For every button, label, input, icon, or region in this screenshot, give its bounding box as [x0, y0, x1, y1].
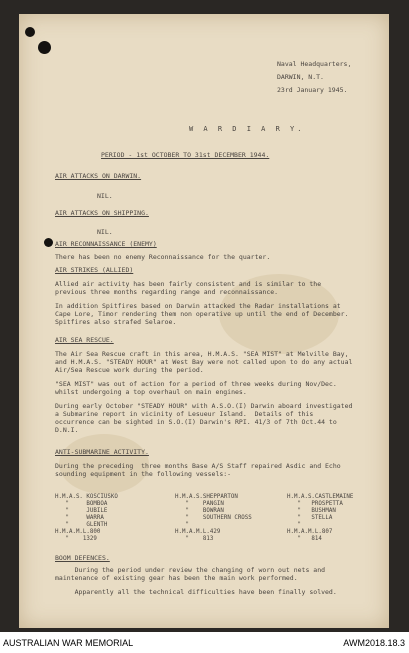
punch-hole [25, 27, 35, 37]
document-page [19, 14, 389, 628]
address-line: Naval Headquarters, [277, 60, 352, 68]
air-sea-rescue-paragraph: The Air Sea Rescue craft in this area, H.M.A.S. "SEA MIST" at Melville Bay, and H.M.A.S. "STEADY HOUR" at West Bay were not called upon to do any actual Air/Sea Rescue work during the period. [55, 350, 353, 374]
vessel-column: H.M.A.S.CASTLEMAINE " PROSPETTA " BUSHMAN " STELLA " H.M.A.M.L.807 " 814 [287, 494, 354, 542]
anti-submarine-paragraph: During the preceding three months Base A/S Staff repaired Asdic and Echo sounding equipment in the following vessels:- [55, 462, 341, 478]
period-line: PERIOD - 1st OCTOBER TO 31st DECEMBER 1944. [101, 151, 270, 159]
footer-source: AUSTRALIAN WAR MEMORIAL [3, 638, 134, 648]
air-attacks-darwin-body: NIL. [97, 192, 113, 200]
heading-air-strikes: AIR STRIKES (ALLIED) [55, 266, 134, 274]
heading-air-attacks-shipping: AIR ATTACKS ON SHIPPING. [55, 209, 149, 217]
address-block [277, 58, 385, 97]
heading-air-sea-rescue: AIR SEA RESCUE. [55, 336, 114, 344]
air-attacks-shipping-body: NIL. [97, 228, 113, 236]
air-strikes-paragraph: Allied air activity has been fairly consistent and is similar to the previous three months regarding range and reconnaissance. [55, 280, 322, 296]
footer-strip [0, 632, 409, 653]
air-strikes-paragraph: In addition Spitfires based on Darwin attacked the Radar installations at Cape Lore, Timor rendering them non operative up until the end of December. Spitfires also strafed Selaroe. [55, 302, 349, 326]
air-reconnaissance-body: There has been no enemy Reconnaissance for the quarter. [55, 253, 271, 261]
heading-boom-defences: BOOM DEFENCES. [55, 554, 110, 562]
boom-defences-paragraph: Apparently all the technical difficulties have been finally solved. [55, 588, 337, 596]
heading-anti-submarine: ANTI-SUBMARINE ACTIVITY. [55, 448, 149, 456]
document-title: W A R D I A R Y. [189, 125, 305, 133]
vessel-column: H.M.A.S.SHEPPARTON " PANGIN " BOWRAN " SOUTHERN CROSS " H.M.A.M.L.429 " 813 [175, 494, 252, 542]
address-line: 23rd January 1945. [277, 86, 348, 94]
punch-hole [44, 238, 53, 247]
punch-hole [38, 41, 51, 54]
footer-accession-number: AWM2018.18.3 [343, 638, 405, 648]
boom-defences-paragraph: During the period under review the changing of worn out nets and maintenance of existing gear has been the main work performed. [55, 566, 326, 582]
air-sea-rescue-paragraph: "SEA MIST" was out of action for a period of three weeks during Nov/Dec. whilst undergoing a top overhaul on main engines. [55, 380, 337, 396]
address-line: DARWIN, N.T. [277, 73, 324, 81]
vessel-column: H.M.A.S. KOSCIUSKO " BOMBOA " JUBILE " WARRA " GLENTH H.M.A.M.L.800 " 1329 [55, 494, 118, 542]
heading-air-reconnaissance: AIR RECONNAISSANCE (ENEMY) [55, 240, 157, 248]
air-sea-rescue-paragraph: During early October "STEADY HOUR" with A.S.O.(I) Darwin aboard investigated a Submarine report in vicinity of Lesueur Island. Details of this occurrence can be sighted in S.O.(I) Darwin's RPI. 41/3 of 7th Oct.44 to D.N.I. [55, 402, 353, 434]
heading-air-attacks-darwin: AIR ATTACKS ON DARWIN. [55, 172, 142, 180]
